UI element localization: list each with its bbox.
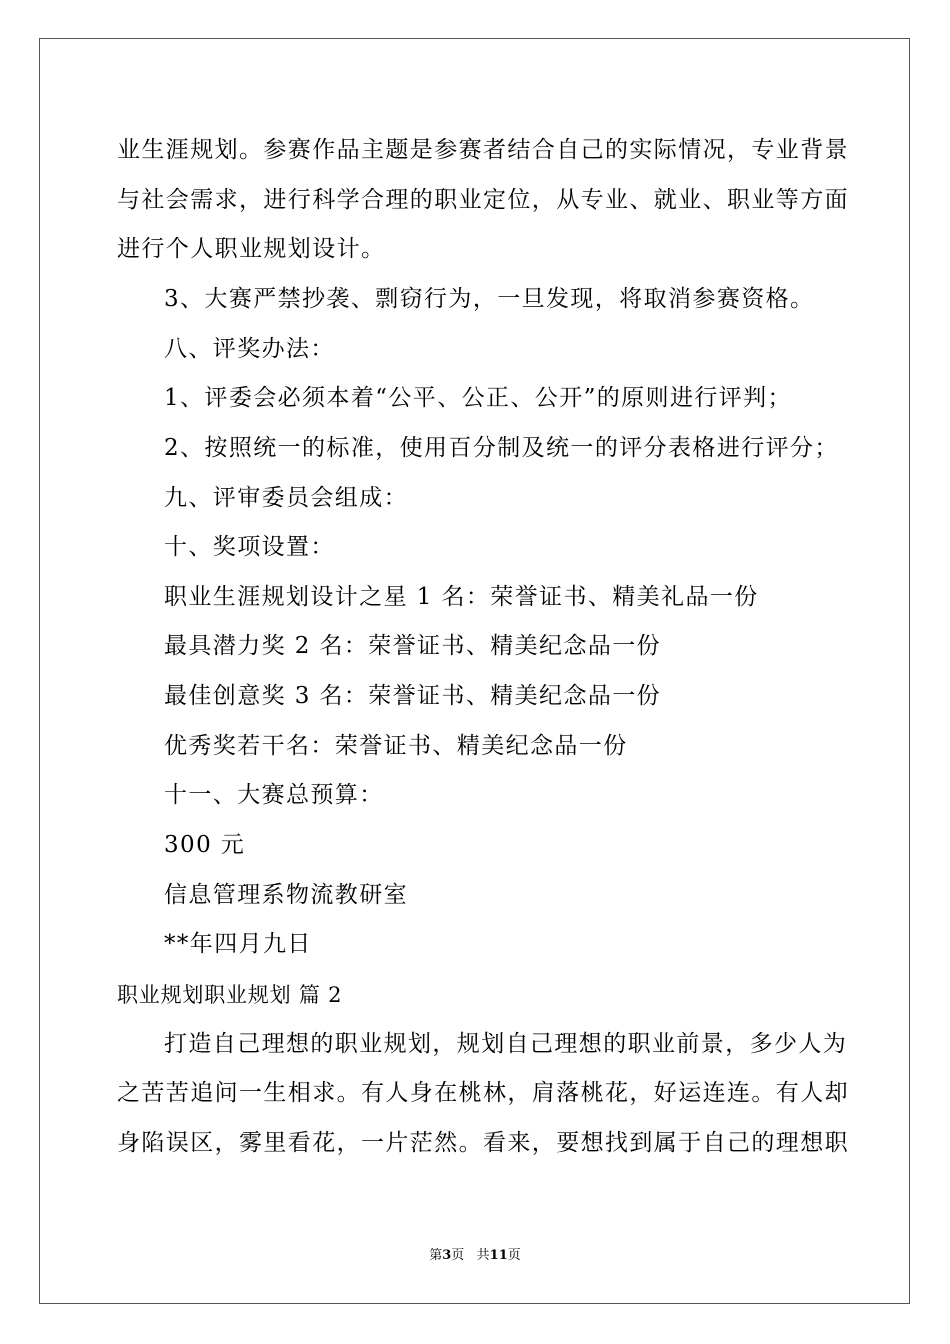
signature-date: **年四月九日 (164, 931, 312, 957)
signature-org: 信息管理系物流教研室 (164, 882, 408, 908)
paragraph-line: 业生涯规划。参赛作品主题是参赛者结合自己的实际情况，专业背景 (117, 137, 849, 163)
rule-item: 2、按照统一的标准，使用百分制及统一的评分表格进行评分； (164, 435, 839, 461)
award-item: 最具潜力奖 2 名：荣誉证书、精美纪念品一份 (164, 633, 662, 659)
page-footer (0, 1247, 950, 1265)
paragraph-line: 之苦苦追问一生相求。有人身在桃林，肩落桃花，好运连连。有人却 (117, 1080, 849, 1106)
award-item: 最佳创意奖 3 名：荣誉证书、精美纪念品一份 (164, 683, 662, 709)
budget-amount: 300 元 (164, 832, 246, 858)
rule-item: 1、评委会必须本着“公平、公正、公开”的原则进行评判； (164, 385, 792, 411)
section-heading: 八、评奖办法： (164, 336, 335, 362)
total-page-count: 11 (489, 1248, 508, 1263)
page-border (39, 38, 910, 1304)
award-item: 优秀奖若干名：荣誉证书、精美纪念品一份 (164, 733, 628, 759)
paragraph-line: 与社会需求，进行科学合理的职业定位，从专业、就业、职业等方面 (117, 187, 849, 213)
rule-item: 3、大赛严禁抄袭、剽窃行为，一旦发现，将取消参赛资格。 (164, 286, 815, 312)
section-heading: 九、评审委员会组成： (164, 485, 408, 511)
paragraph-line: 进行个人职业规划设计。 (117, 236, 386, 262)
paragraph-line: 打造自己理想的职业规划，规划自己理想的职业前景，多少人为 (164, 1031, 848, 1057)
award-item: 职业生涯规划设计之星 1 名：荣誉证书、精美礼品一份 (164, 584, 759, 610)
current-page-number: 3 (442, 1248, 452, 1263)
section-heading: 十一、大赛总预算： (164, 782, 384, 808)
footer-prefix: 第 (429, 1248, 443, 1263)
paragraph-line: 身陷误区，雾里看花，一片茫然。看来，要想找到属于自己的理想职 (117, 1130, 849, 1156)
footer-suffix: 页 (507, 1248, 521, 1263)
section-heading: 十、奖项设置： (164, 534, 335, 560)
article-heading: 职业规划职业规划 篇 2 (117, 983, 343, 1007)
footer-mid: 页 共 (451, 1248, 490, 1263)
